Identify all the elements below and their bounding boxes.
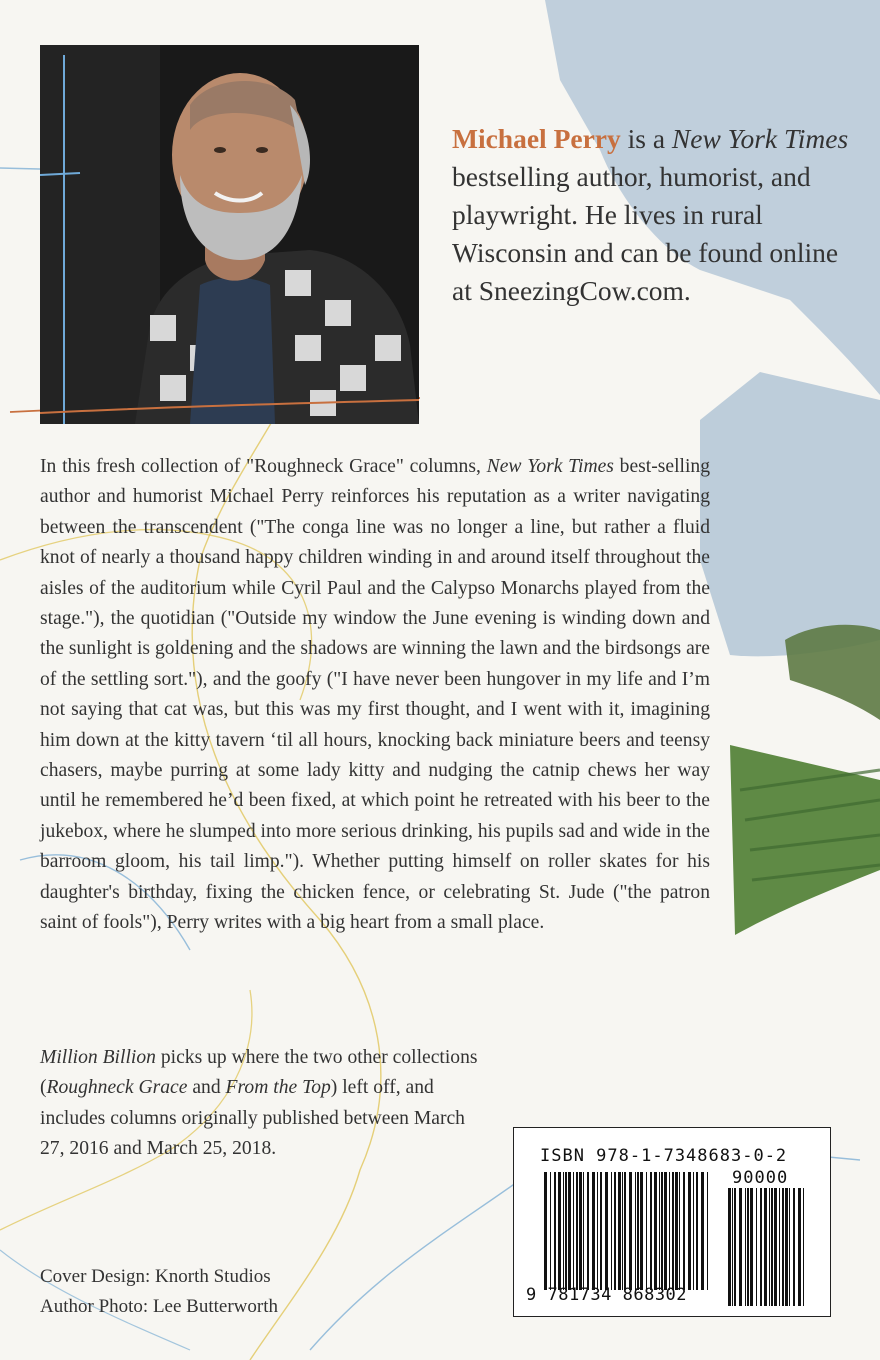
barcode-bar [622,1172,623,1290]
isbn-text: ISBN 978-1-7348683-0-2 [540,1146,788,1166]
barcode-bar [798,1188,801,1306]
barcode-bar [728,1188,731,1306]
barcode-bar [696,1172,698,1290]
barcode-bar [646,1172,647,1290]
author-photo [40,45,419,424]
barcode-bar [654,1172,657,1290]
barcode-bar [550,1172,551,1290]
barcode-bar [600,1172,602,1290]
barcode-bar [576,1172,578,1290]
barcode-bar [661,1172,663,1290]
barcode-bar [789,1188,790,1306]
barcode-bar [605,1172,608,1290]
barcode-bar [769,1188,770,1306]
collection-paragraph [40,1043,480,1165]
barcode-bar [774,1188,777,1306]
barcode-bar [592,1172,595,1290]
cover-design-credit: Cover Design: Knorth Studios [40,1266,271,1287]
barcode-bar [760,1188,762,1306]
barcode-bars [544,1172,712,1290]
barcode-bar [756,1188,757,1306]
barcode-bar [583,1172,584,1290]
bio-text-1: is a [620,123,672,154]
barcode-digits: 9 781734 868302 [526,1285,688,1305]
description-paragraph [40,452,710,939]
barcode-bar [614,1172,616,1290]
barcode-bar [779,1188,780,1306]
barcode-addon-bars [728,1188,808,1306]
sky-shape-middle [700,372,880,656]
barcode-bar [565,1172,567,1290]
barcode-bar [624,1172,626,1290]
barcode-bar [750,1188,753,1306]
trees-shape [785,625,880,720]
book-title: Million Billion [40,1047,156,1068]
barcode-bar [672,1172,674,1290]
barcode-bar [597,1172,598,1290]
price-code: 90000 [732,1168,789,1188]
barcode-bar [747,1188,749,1306]
barcode-bar [568,1172,571,1290]
barcode-bar [659,1172,660,1290]
barcode-bar [637,1172,639,1290]
barcode-bar [707,1172,708,1290]
author-bio [452,120,852,310]
barcode-bar [579,1172,582,1290]
barcode-bar [803,1188,804,1306]
barcode-bar [650,1172,652,1290]
barcode-bar [611,1172,612,1290]
blurb-nyt: New York Times [486,456,614,477]
barcode-bar [679,1172,680,1290]
barcode-bar [693,1172,694,1290]
barcode-bar [635,1172,636,1290]
barcode-bar [618,1172,621,1290]
barcode-bar [640,1172,643,1290]
barcode-bar [782,1188,784,1306]
barcode-bar [764,1188,767,1306]
barcode-bar [664,1172,667,1290]
barcode-bar [587,1172,589,1290]
barcode-bar [771,1188,773,1306]
barcode-bar [734,1188,736,1306]
bio-nyt: New York Times [671,123,849,154]
barcode-bar [544,1172,547,1290]
barcode-bar [683,1172,685,1290]
barcode-bar [629,1172,632,1290]
title-roughneck-grace: Roughneck Grace [46,1077,188,1099]
barcode-bar [675,1172,678,1290]
blurb-text-b: best-selling author and humorist Michael Perry reinforces his reputation as a writer navigating between the transcendent ("The conga line was no longer a line, but rather a fluid knot of nearly a thousand happy children winding in and around itself throughout the aisles of the auditorium while Cyril Paul and the Calypso Monarchs played from the stage."), the quotidian ("Outside my window the June evening is winding down and the sunlight is goldening and the shadows are winning the lawn and the birdsongs are of the settling sort."), and the goofy ("I have never been hungover in my life and I’m not saying that cat was, but this was my first thought, and I went with it, imagining him down at the kitty tavern ‘til all hours, knocking back miniature beers and teensy chasers, maybe purring at some lady kitty and nudging the catnip chews her way until he remembered he’d been fixed, at which point he retreated with his beer to the jukebox, where he slumped into more serious drinking, his pupils sad and wide in the barroom gloom, his tail limp."). Whether putting himself on roller skates for his daughter's birthday, fixing the chicken fence, or celebrating St. Jude ("the patron saint of fools"), Perry writes with a big heart from a small place. [40,456,710,934]
blurb2-text-a: picks up where the two other collections ( [40,1047,478,1099]
credits [40,1262,278,1322]
barcode-bar [739,1188,742,1306]
barcode-bar [732,1188,733,1306]
blurb2-text-b: and [187,1077,226,1099]
barcode-bar [688,1172,691,1290]
blurb-text-a: In this fresh collection of "Roughneck Grace" columns, [40,456,487,477]
barcode-bar [558,1172,561,1290]
barcode-bar [701,1172,704,1290]
title-from-the-top: From the Top [225,1077,331,1099]
barcode-bar [745,1188,746,1306]
barcode-bar [573,1172,574,1290]
barcode-bar [793,1188,795,1306]
barcode-bar [554,1172,556,1290]
barcode-bar [785,1188,788,1306]
author-name: Michael Perry [452,123,621,154]
bio-text-2: bestselling author, humorist, and playwright. He lives in rural Wisconsin and can be found online at SneezingCow.com. [452,161,839,306]
author-photo-credit: Author Photo: Lee Butterworth [40,1296,278,1317]
barcode-bar [669,1172,670,1290]
blurb2-text-c: ) left off, and includes columns originally published between March 27, 2016 and March 25, 2018. [40,1077,465,1160]
barcode-bar [563,1172,564,1290]
isbn-barcode [513,1127,831,1317]
